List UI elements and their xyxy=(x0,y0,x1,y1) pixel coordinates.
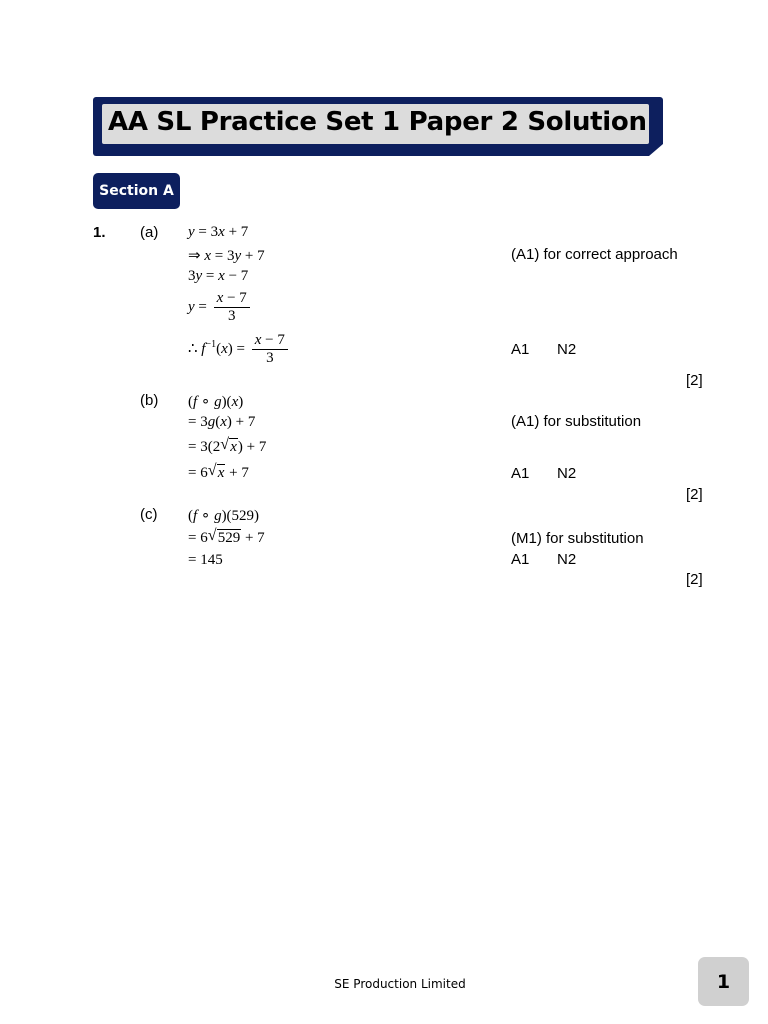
part-b-total: [2] xyxy=(686,486,703,503)
title-corner-fold xyxy=(649,144,663,156)
title-inner xyxy=(102,104,649,144)
part-c-label: (c) xyxy=(140,506,158,523)
part-b-label: (b) xyxy=(140,392,159,409)
part-a-line-2: ⇒ x = 3y + 7 xyxy=(188,248,265,264)
part-a-line-3: 3y = x − 7 xyxy=(188,268,249,284)
part-b-substitution-mark: (A1) for substitution xyxy=(511,413,642,430)
part-b-line-1: (f ∘ g)(x) xyxy=(188,394,244,410)
part-a-total: [2] xyxy=(686,372,703,389)
question-number: 1. xyxy=(93,224,106,241)
part-a-n2-mark: N2 xyxy=(557,341,577,358)
page-number: 1 xyxy=(698,957,749,1006)
part-c-substitution-mark: (M1) for substitution xyxy=(511,530,644,547)
section-badge: Section A xyxy=(93,173,180,209)
part-a-approach-mark: (A1) for correct approach xyxy=(511,246,678,263)
part-c-line-3: = 145 xyxy=(188,552,223,568)
part-c-total: [2] xyxy=(686,571,703,588)
part-c-line-2: = 6 √ 529 + 7 xyxy=(188,527,265,546)
part-a-line-5: ∴ $f^{-1}(x)$ = $\frac{x - 7}{3}$ xyxy=(188,333,288,366)
footer-company: SE Production Limited xyxy=(334,977,466,991)
part-a-line-4: y = $\frac{x - 7}{3}$ xyxy=(188,291,250,324)
part-a-a1-mark: A1 xyxy=(511,341,530,358)
part-c-n2-mark: N2 xyxy=(557,551,577,568)
part-a-line-1: y = 3x + 7 xyxy=(188,224,249,240)
part-b-line-4: = 6 √ x + 7 xyxy=(188,462,249,481)
part-c-line-1: (f ∘ g)(529) xyxy=(188,508,260,524)
part-c-a1-mark: A1 xyxy=(511,551,530,568)
part-a-label: (a) xyxy=(140,224,159,241)
title-banner xyxy=(93,97,663,156)
part-b-line-2: = 3g(x) + 7 xyxy=(188,414,256,430)
part-b-n2-mark: N2 xyxy=(557,465,577,482)
part-b-line-3: = 3(2 √ x) + 7 xyxy=(188,436,267,455)
part-b-a1-mark: A1 xyxy=(511,465,530,482)
page-title: AA SL Practice Set 1 Paper 2 Solution xyxy=(108,107,647,137)
